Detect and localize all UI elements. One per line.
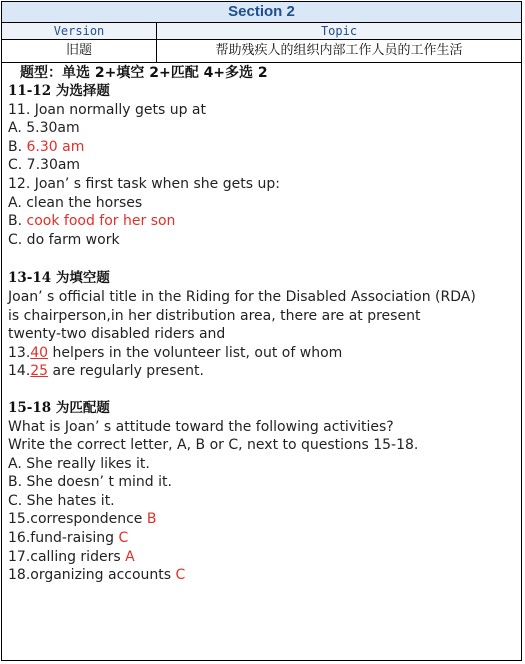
- q17-line: [8, 548, 521, 567]
- table-value-row: [2, 40, 521, 63]
- topic-value: 帮助残疾人的组织内部工作人员的工作生活: [215, 43, 463, 58]
- version-value: 旧题: [2, 40, 157, 62]
- match-instruction: Write the correct letter, A, B or C, next to questions 15-18.: [8, 437, 419, 454]
- question-types: 题型：单选 2+填空 2+匹配 4+多选 2: [20, 65, 268, 81]
- q15-answer: B: [146, 511, 157, 528]
- q12-stem: 12. Joan’ s first task when she gets up:: [8, 175, 280, 192]
- q14-answer: 25: [30, 363, 49, 380]
- q13-answer: 40: [30, 344, 49, 361]
- table-header-row: [2, 23, 521, 40]
- q17-answer: A: [125, 548, 135, 565]
- spacer: [8, 381, 521, 399]
- match-option-a: A. She really likes it.: [8, 455, 150, 472]
- q17-text: 17.calling riders: [8, 548, 126, 565]
- header-topic: Topic: [320, 24, 358, 38]
- q11-option-b-label: B.: [8, 138, 27, 155]
- q15-line: [8, 510, 521, 529]
- mc-heading: 11-12 为选择题: [8, 83, 110, 99]
- q18-line: [8, 566, 521, 585]
- q18-text: 18.organizing accounts: [8, 567, 176, 584]
- q13-rest: helpers in the volunteer list, out of whom: [48, 344, 343, 361]
- fill-passage-line: Joan’ s official title in the Riding for the Disabled Association (RDA): [8, 288, 476, 305]
- q12-option-c: C. do farm work: [8, 231, 120, 248]
- section-title: Section 2: [2, 2, 521, 23]
- q12-option-b: [8, 212, 521, 231]
- q15-text: 15.correspondence: [8, 511, 147, 528]
- q14-rest: are regularly present.: [48, 363, 204, 380]
- q13-line: [8, 344, 521, 363]
- q12-answer: cook food for her son: [26, 213, 176, 230]
- match-option-c: C. She hates it.: [8, 492, 115, 509]
- q14-line: [8, 362, 521, 381]
- q11-option-a: A. 5.30am: [8, 120, 80, 137]
- q12-option-a: A. clean the horses: [8, 194, 143, 211]
- fill-passage-line: twenty-two disabled riders and: [8, 326, 226, 343]
- spacer: [8, 249, 521, 269]
- q12-option-b-label: B.: [8, 213, 27, 230]
- header-version: Version: [2, 23, 157, 39]
- q16-line: [8, 529, 521, 548]
- q14-number: 14.: [8, 363, 31, 380]
- q18-answer: C: [175, 567, 186, 584]
- q16-answer: C: [118, 530, 129, 547]
- q11-option-c: C. 7.30am: [8, 157, 81, 174]
- q11-stem: 11. Joan normally gets up at: [8, 101, 207, 118]
- match-instruction: What is Joan’ s attitude toward the following activities?: [8, 418, 394, 435]
- question-content: [2, 63, 521, 585]
- q13-number: 13.: [8, 344, 31, 361]
- match-option-b: B. She doesn’ t mind it.: [8, 474, 172, 491]
- q16-text: 16.fund-raising: [8, 530, 119, 547]
- fill-heading: 13-14 为填空题: [8, 270, 110, 287]
- q11-option-b: [8, 138, 521, 157]
- fill-passage-line: is chairperson,in her distribution area, there are at present: [8, 307, 421, 324]
- match-heading: 15-18 为匹配题: [8, 399, 110, 416]
- q11-answer: 6.30 am: [26, 138, 85, 155]
- section-sheet: [1, 1, 522, 661]
